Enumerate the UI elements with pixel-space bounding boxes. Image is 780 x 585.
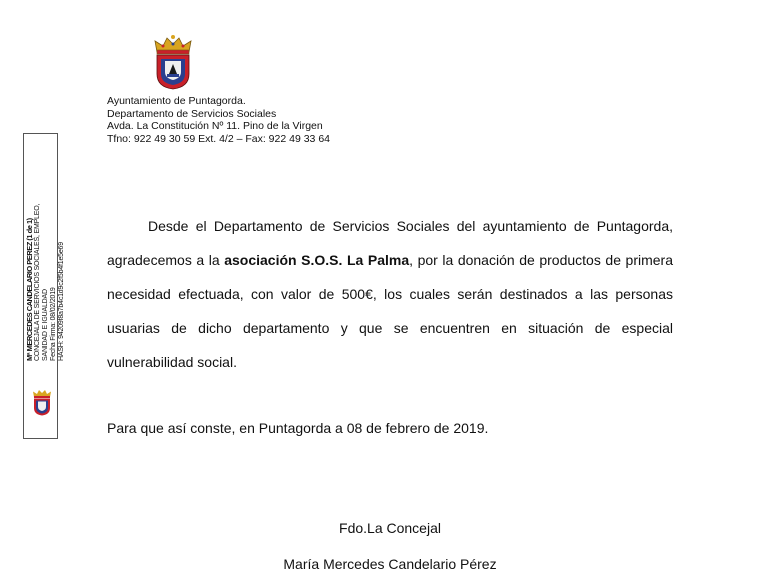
- coat-of-arms-icon: [149, 34, 197, 90]
- stamp-hash: HASH: 94209f8a7b4c1d9c2f5b4f1e5e69: [58, 242, 65, 361]
- body-text-start: Desde el Departamento de Servicios Sociales del ayuntamiento de Puntagorda, agradecemos a la: [107, 218, 673, 268]
- letter-body: [107, 209, 673, 379]
- stamp-position: CONCEJALA DE SERVICIOS SOCIALES, EMPLEO,: [34, 203, 41, 361]
- letterhead-phone-fax: Tfno: 922 49 30 59 Ext. 4/2 – Fax: 922 49 33 64: [107, 132, 330, 145]
- letterhead-address: Avda. La Constitución Nº 11. Pino de la Virgen: [107, 120, 323, 132]
- signature-name: María Mercedes Candelario Pérez: [283, 556, 497, 572]
- electronic-signature-stamp: [23, 133, 65, 439]
- body-text-end: , por la donación de productos de primera necesidad efectuada, con valor de 500€, los cuales serán destinados a las personas usuarias de dicho departamento y que se encuentren en situación de especial vulnerabilidad social.: [107, 252, 673, 370]
- closing-line: Para que así conste, en Puntagorda a 08 de febrero de 2019.: [107, 420, 489, 436]
- letterhead-department: Departamento de Servicios Sociales: [107, 107, 277, 120]
- letterhead: [107, 95, 427, 145]
- letterhead-institution: Ayuntamiento de Puntagorda.: [107, 95, 246, 107]
- body-paragraph: [107, 209, 673, 379]
- signature-title: Fdo.La Concejal: [339, 520, 441, 536]
- small-coat-of-arms-icon: [30, 388, 54, 416]
- stamp-date: Fecha Firma: 08/02/2019: [50, 287, 57, 361]
- association-name: asociación S.O.S. La Palma: [224, 252, 410, 268]
- stamp-signer: Mª MERCEDES CANDELARIO PEREZ (1 de 1): [25, 218, 34, 361]
- stamp-area: SANIDAD E IGUALDAD: [42, 289, 49, 361]
- signature-stamp-text: [26, 101, 66, 361]
